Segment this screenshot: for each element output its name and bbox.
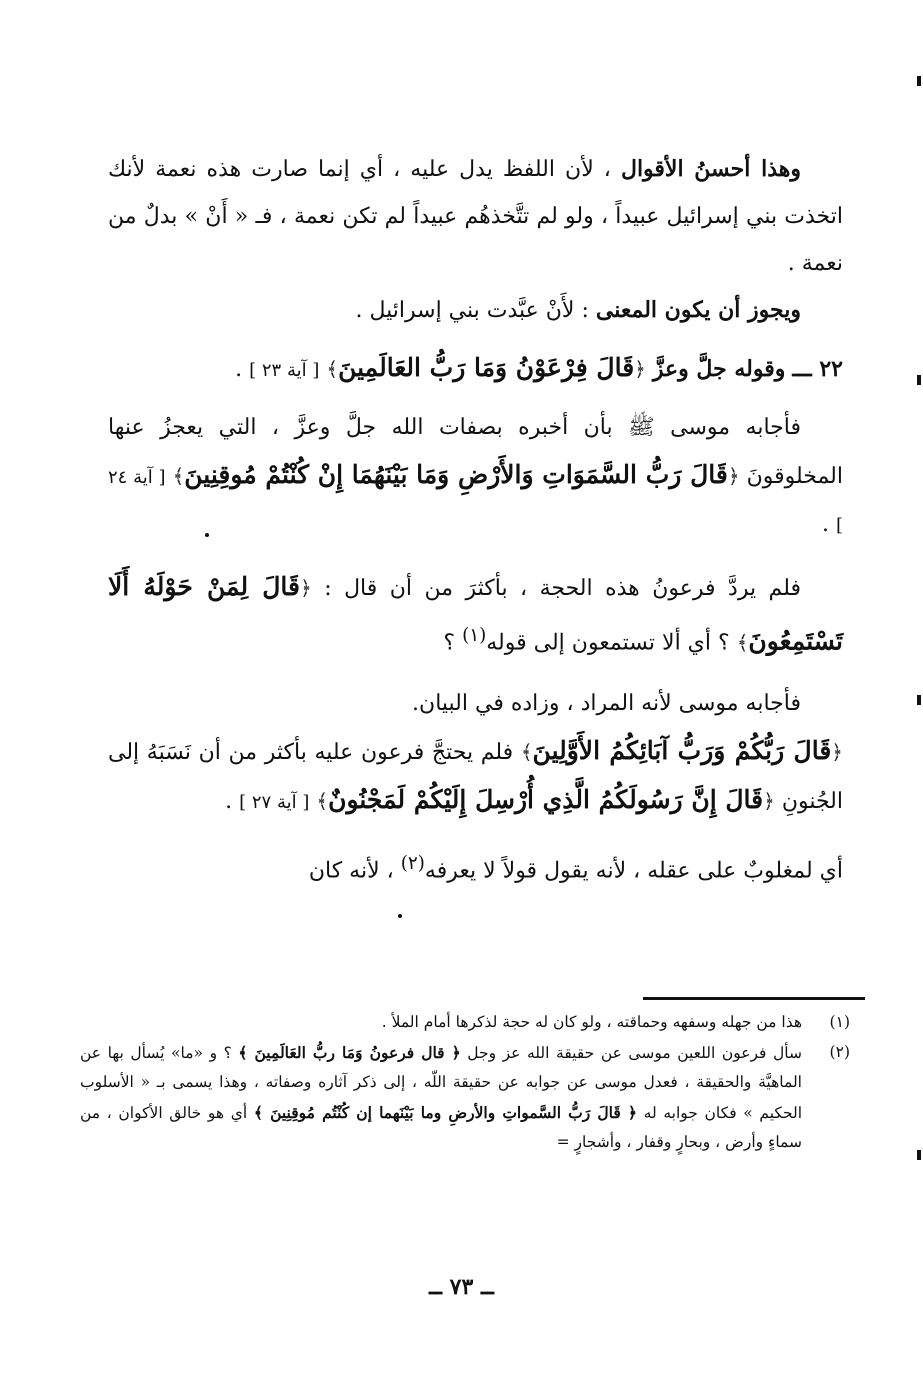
paragraph-text: أي لمغلوبٌ على عقله ، لأنه يقول قولاً لا يعرفه: [424, 858, 843, 884]
footnote-text: هذا من جهله وسفهه وحماقته ، ولو كان له حجة لذكرها أمام الملأ .: [381, 1013, 802, 1031]
sentence-end: .: [235, 357, 243, 382]
speck: [398, 914, 402, 918]
paragraph-1: [108, 146, 843, 287]
paragraph-6: [108, 680, 843, 727]
quran-bracket-close: ﴾: [326, 357, 339, 381]
quran-verse: قَالَ إِنَّ رَسُولَكُمُ الَّذِي أُرْسِلَ إِلَيْكُمْ لَمَجْنُونٌ: [328, 785, 764, 815]
footnote-number: (٢): [829, 1042, 850, 1061]
sentence-end: .: [821, 512, 829, 537]
footnote-quran: ﴿ قَالَ رَبُّ السَّمواتِ والأرضِ وما بَيْنَهما إن كُنْتُم مُوقِنِينَ ﴾: [253, 1102, 637, 1122]
footnote-1: [80, 1008, 850, 1038]
footnote-body: [80, 1038, 802, 1158]
quran-verse: قَالَ فِرْعَوْنُ وَمَا رَبُّ العَالَمِينَ: [338, 353, 635, 382]
paragraph-text: فأجابه موسى لأنه المراد ، وزاده في البيان.: [412, 691, 801, 717]
ayah-reference: [ آية ٢٤ ]: [108, 467, 843, 536]
page-number: ــ ٧٣ ــ: [429, 1274, 494, 1300]
margin-mark: [917, 375, 921, 385]
footnote-quran: ﴿ قال فرعونُ وَمَا ربُّ العَالَمِينَ ﴾: [238, 1042, 461, 1062]
ayah-reference: [ آية ٢٣ ]: [249, 360, 320, 381]
footnote-number: (١): [829, 1013, 850, 1031]
paragraph-text: ؟ أي ألا تستمعون إلى قوله: [486, 630, 730, 656]
bold-phrase: وقوله جلَّ وعزَّ: [652, 356, 786, 382]
quran-bracket-close: ﴾: [736, 630, 749, 655]
paragraph-text: ، لأن اللفظ يدل عليه ، أي إنما صارت هذه نعمة لأنك اتخذت بني إسرائيل عبيداً ، ولو لم تتَّخذهُم عبيداً لم تكن نعمة ، فـ « أَنْ » بدلٌ من نعمة .: [108, 157, 843, 276]
paragraph-text: ، لأنه كان: [308, 858, 394, 884]
speck: [205, 533, 209, 537]
quran-bracket-close: ﴾: [520, 740, 533, 765]
quran-bracket-open: ﴿: [831, 740, 843, 765]
footnote-ref: (١): [462, 625, 487, 646]
paragraph-3: [108, 344, 843, 394]
footnote-text: سأل فرعون اللعين موسى عن حقيقة الله عز وجل: [467, 1043, 802, 1062]
footnotes: [80, 1008, 850, 1158]
footnote-ref: (٢): [400, 853, 425, 875]
paragraph-text: فلم يحتجَّ فرعون عليه بأكثر من أن نَسَبَهُ إلى الجُنونِ: [108, 740, 843, 815]
paragraph-4: [108, 404, 843, 549]
ayah-reference: [ آية ٢٧ ]: [239, 792, 310, 814]
paragraph-text: فلم يردَّ فرعونُ هذه الحجة ، بأكثرَ من أن قال :: [324, 576, 801, 601]
quran-bracket-close: ﴾: [316, 789, 329, 814]
sentence-end: ؟: [443, 630, 456, 656]
quran-verse: قَالَ رَبُّكُمْ وَرَبُّ آبَائِكُمُ الأَوَّلِينَ: [532, 736, 832, 766]
margin-mark: [917, 76, 921, 86]
quran-bracket-open: ﴿: [763, 789, 775, 814]
paragraph-7: [108, 727, 843, 826]
section-number: ٢٢ ـــ: [792, 356, 843, 382]
margin-mark: [917, 1150, 921, 1160]
quran-bracket-open: ﴿: [727, 464, 740, 488]
footnote-separator: [643, 997, 865, 1000]
footnote-text: أي هو خالق الأكوان ، من سماءٍ وأرض ، وبحارٍ وقفار ، وأشجارٍ =: [80, 1103, 802, 1151]
footnote-text: ؟ و «ما» يُسأل بها عن الماهيَّة والحقيقة ، فعدل موسى عن جوابه عن حقيقة اللّه ، إلى ذكر آثاره وصفاته ، وهذا يسمى بـ « الأسلوب الحكيم » فكان جوابه له: [80, 1043, 803, 1122]
paragraph-2: [108, 287, 843, 334]
paragraph-text: : لأَنْ عبَّدت بني إسرائيل .: [355, 298, 589, 323]
quran-bracket-open: ﴿: [299, 576, 312, 600]
quran-bracket-close: ﴾: [172, 464, 185, 488]
footnote-2: [80, 1038, 850, 1158]
main-text: [108, 146, 843, 895]
quran-verse: قَالَ لِمَنْ حَوْلَهُ أَلَا تَسْتَمِعُونَ: [108, 572, 843, 656]
bold-phrase: وهذا أحسنُ الأقوال: [620, 156, 801, 182]
paragraph-text: فأجابه موسى ﷺ بأن أخبره بصفات الله جلَّ وعزَّ ، التي يعجزُ عنها المخلوقونَ: [108, 415, 843, 489]
paragraph-5: [108, 563, 843, 666]
sentence-end: .: [225, 789, 233, 815]
quran-verse: قَالَ رَبُّ السَّمَوَاتِ وَالأَرْضِ وَمَا بَيْنَهُمَا إِنْ كُنْتُمْ مُوقِنِينَ: [184, 460, 728, 489]
margin-mark: [917, 695, 921, 705]
quran-bracket-open: ﴿: [634, 357, 646, 381]
bold-phrase: ويجوز أن يكون المعنى: [595, 297, 801, 323]
paragraph-8: [108, 840, 843, 894]
